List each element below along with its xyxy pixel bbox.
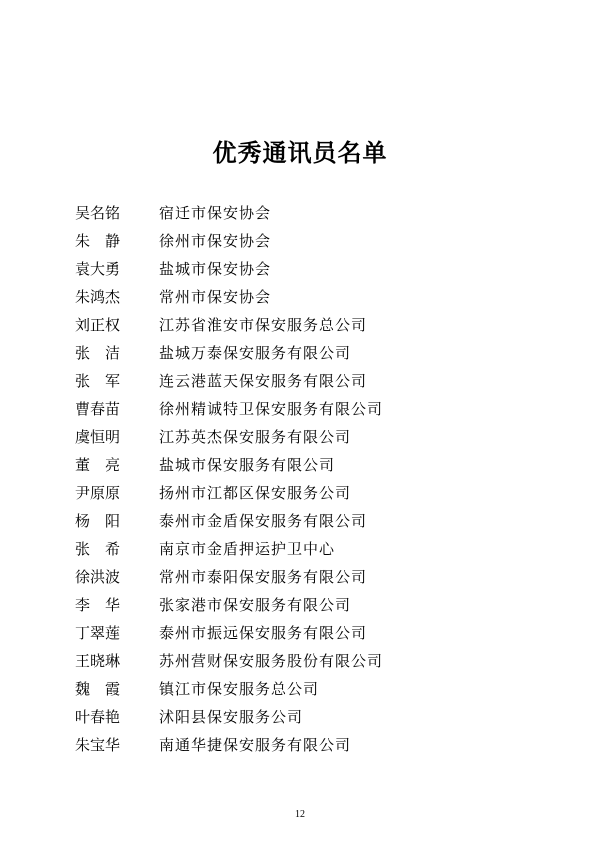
page-title: 优秀通讯员名单 (212, 139, 388, 167)
person-name: 袁大勇 (75, 260, 121, 278)
list-item (75, 395, 535, 423)
organization-name: 盐城市保安服务有限公司 (159, 456, 336, 474)
list-item (75, 367, 535, 395)
name-list (75, 199, 535, 759)
organization-name: 江苏省淮安市保安服务总公司 (159, 316, 368, 334)
person-name: 丁翠莲 (75, 624, 121, 642)
person-name: 张 希 (75, 540, 121, 558)
organization-name: 江苏英杰保安服务有限公司 (159, 428, 352, 446)
list-item (75, 479, 535, 507)
organization-name: 泰州市金盾保安服务有限公司 (159, 512, 368, 530)
person-name: 叶春艳 (75, 708, 121, 726)
organization-name: 常州市保安协会 (159, 288, 272, 306)
list-item (75, 647, 535, 675)
list-item (75, 255, 535, 283)
organization-name: 泰州市振远保安服务有限公司 (159, 624, 368, 642)
list-item (75, 311, 535, 339)
organization-name: 徐州精诚特卫保安服务有限公司 (159, 400, 384, 418)
list-item (75, 199, 535, 227)
person-name: 朱宝华 (75, 736, 121, 754)
person-name: 刘正权 (75, 316, 121, 334)
person-name: 虞恒明 (75, 428, 121, 446)
list-item (75, 703, 535, 731)
person-name: 徐洪波 (75, 568, 121, 586)
organization-name: 扬州市江都区保安服务公司 (159, 484, 352, 502)
organization-name: 连云港蓝天保安服务有限公司 (159, 372, 368, 390)
person-name: 张 军 (75, 372, 121, 390)
list-item (75, 675, 535, 703)
organization-name: 南通华捷保安服务有限公司 (159, 736, 352, 754)
organization-name: 南京市金盾押运护卫中心 (159, 540, 336, 558)
list-item (75, 507, 535, 535)
person-name: 王晓琳 (75, 652, 121, 670)
organization-name: 盐城市保安协会 (159, 260, 272, 278)
person-name: 朱 静 (75, 232, 121, 250)
organization-name: 沭阳县保安服务公司 (159, 708, 304, 726)
list-item (75, 591, 535, 619)
organization-name: 徐州市保安协会 (159, 232, 272, 250)
person-name: 杨 阳 (75, 512, 121, 530)
person-name: 朱鸿杰 (75, 288, 121, 306)
organization-name: 盐城万泰保安服务有限公司 (159, 344, 352, 362)
organization-name: 张家港市保安服务有限公司 (159, 596, 352, 614)
organization-name: 苏州营财保安服务股份有限公司 (159, 652, 384, 670)
person-name: 尹原原 (75, 484, 121, 502)
person-name: 魏 霞 (75, 680, 121, 698)
person-name: 董 亮 (75, 456, 121, 474)
list-item (75, 227, 535, 255)
organization-name: 宿迁市保安协会 (159, 204, 272, 222)
list-item (75, 451, 535, 479)
list-item (75, 563, 535, 591)
person-name: 吴名铭 (75, 204, 121, 222)
list-item (75, 731, 535, 759)
organization-name: 常州市泰阳保安服务有限公司 (159, 568, 368, 586)
person-name: 张 洁 (75, 344, 121, 362)
list-item (75, 423, 535, 451)
list-item (75, 339, 535, 367)
list-item (75, 283, 535, 311)
page-number: 12 (295, 809, 305, 820)
list-item (75, 619, 535, 647)
person-name: 李 华 (75, 596, 121, 614)
list-item (75, 535, 535, 563)
person-name: 曹春苗 (75, 400, 121, 418)
organization-name: 镇江市保安服务总公司 (159, 680, 320, 698)
